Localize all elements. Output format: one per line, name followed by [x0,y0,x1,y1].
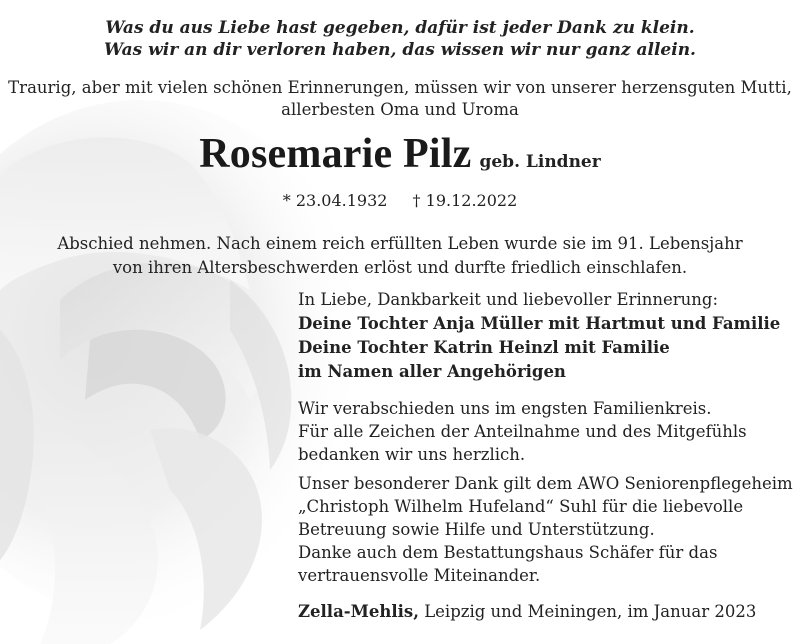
mourner-line-1: Deine Tochter Anja Müller mit Hartmut und Familie [298,314,781,333]
life-dates [0,191,800,210]
quote-line-2: Was wir an dir verloren haben, das wissen wir nur ganz allein. [104,40,696,60]
intro-line-2: allerbesten Oma und Uroma [281,100,519,119]
thanks-line-8: vertrauensvolle Miteinander. [298,566,541,585]
thanks-line-5: „Christoph Wilhelm Hufeland“ Suhl für die liebevolle [298,497,744,516]
thanks-line-7: Danke auch dem Bestattungshaus Schäfer für das [298,543,718,562]
mourners-heading: In Liebe, Dankbarkeit und liebevoller Erinnerung: [298,290,719,309]
mourner-line-2: Deine Tochter Katrin Heinzl mit Familie [298,338,670,357]
intro-line-1: Traurig, aber mit vielen schönen Erinnerungen, müssen wir von unserer herzensguten Mutti, [8,78,792,97]
closing-place-rest: Leipzig und Meiningen, im Januar 2023 [424,602,757,621]
birth-name: geb. Lindner [479,152,601,172]
mourner-line-3: im Namen aller Angehörigen [298,362,566,381]
deceased-name-block [0,130,800,178]
thanks-line-1: Wir verabschieden uns im engsten Familienkreis. [298,399,712,418]
thanks-line-3: bedanken wir uns herzlich. [298,445,526,464]
thanks-line-4: Unser besonderer Dank gilt dem AWO Seniorenpflegeheim [298,474,793,493]
thanks-line-2: Für alle Zeichen der Anteilnahme und des Mitgefühls [298,422,747,441]
farewell-line-1: Abschied nehmen. Nach einem reich erfüllten Leben wurde sie im 91. Lebensjahr [57,234,743,253]
closing-place-date [298,600,793,624]
farewell-line-2: von ihren Altersbeschwerden erlöst und durfte friedlich einschlafen. [112,258,688,277]
thanks-line-6: Betreuung sowie Hilfe und Unterstützung. [298,520,655,539]
deceased-name: Rosemarie Pilz [199,131,472,177]
quote-line-1: Was du aus Liebe hast gegeben, dafür ist jeder Dank zu klein. [105,18,695,38]
closing-place-bold: Zella-Mehlis, [298,602,419,621]
death-date: † 19.12.2022 [412,191,518,210]
birth-date: * 23.04.1932 [282,191,388,210]
